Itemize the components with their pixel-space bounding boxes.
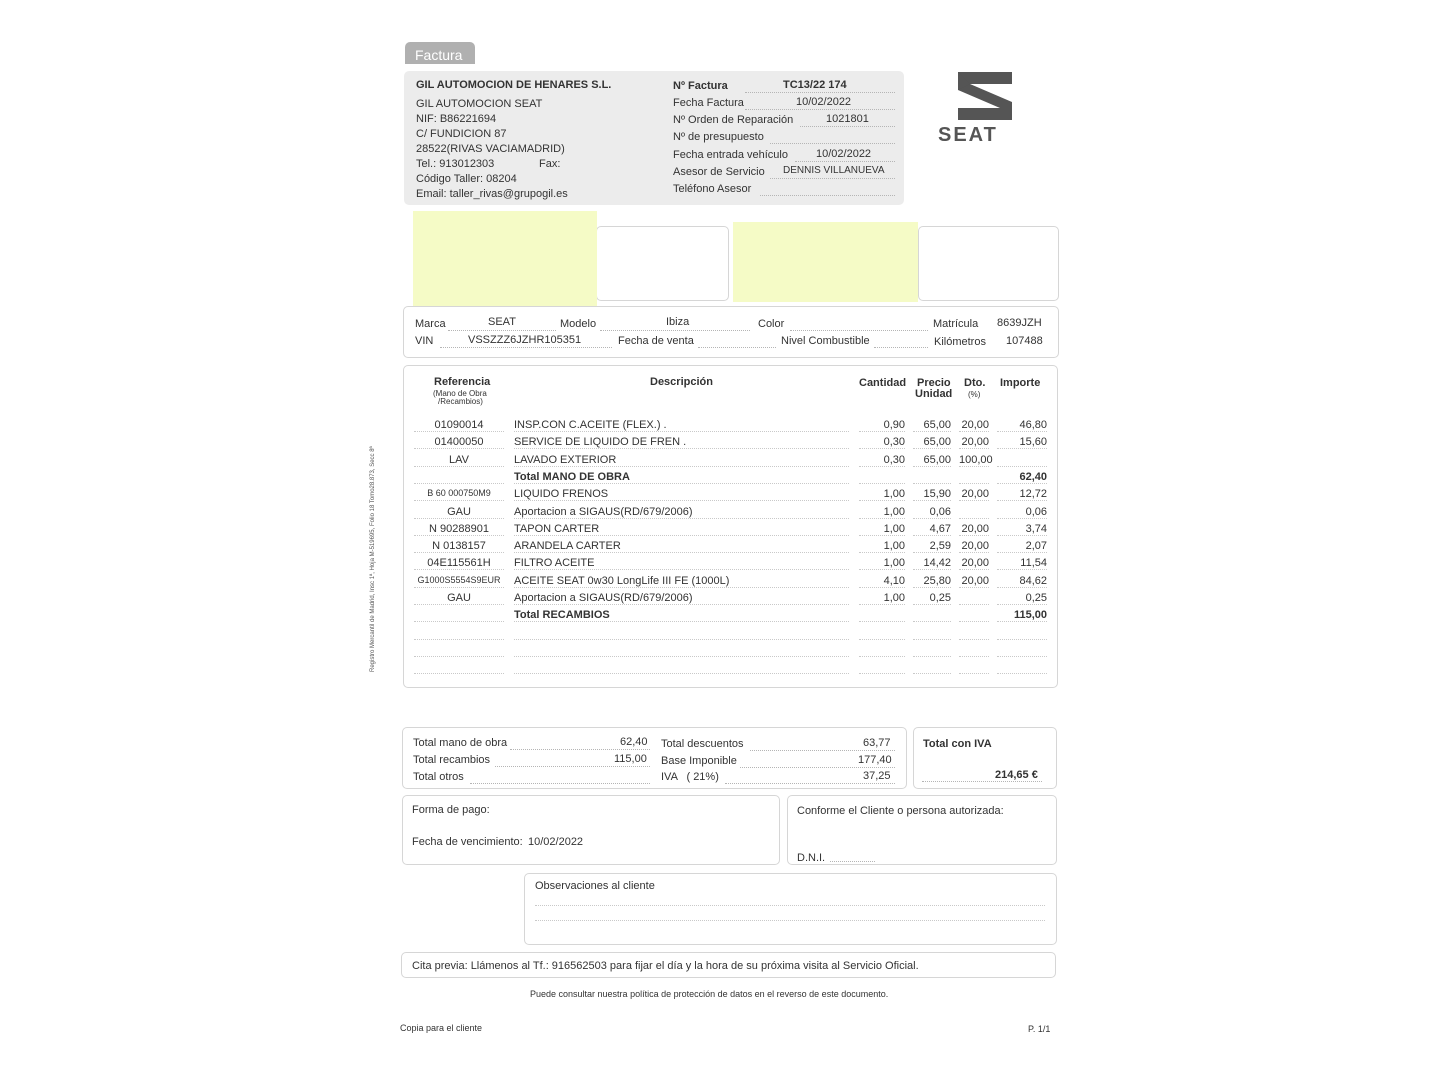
table-cell-price: 2,59 — [929, 540, 951, 553]
repair-order-value: 1021801 — [826, 113, 869, 125]
company-name: GIL AUTOMOCION DE HENARES S.L. — [416, 79, 612, 91]
table-cell-dto: 20,00 — [961, 557, 989, 570]
table-cell-desc: Total MANO DE OBRA — [514, 470, 630, 483]
invoice-date-label: Fecha Factura — [673, 97, 744, 109]
company-taller: Código Taller: 08204 — [416, 173, 517, 185]
table-cell-imp: 0,25 — [1025, 592, 1047, 604]
table-cell-desc: ACEITE SEAT 0w30 LongLife III FE (1000L) — [514, 574, 730, 587]
dni-label: D.N.I. — [797, 852, 826, 864]
table-cell-imp: 62,40 — [1019, 470, 1047, 483]
vat-label: IVA ( 21%) — [661, 771, 719, 783]
col-header-ref: Referencia — [434, 376, 491, 388]
table-cell-qty: 1,00 — [883, 557, 905, 570]
table-cell-imp: 115,00 — [1013, 609, 1047, 622]
table-cell-ref: GAU — [447, 505, 471, 518]
table-cell-qty: 1,00 — [883, 522, 905, 535]
col-header-ref-sub: (Mano de Obra — [433, 389, 487, 398]
customer-box-right — [918, 226, 1059, 301]
total-labour-value: 62,40 — [620, 736, 648, 748]
table-cell-ref: N 0138157 — [432, 540, 486, 553]
table-cell-desc: LIQUIDO FRENOS — [514, 488, 609, 501]
col-header-dto-sub: (%) — [968, 390, 981, 399]
table-cell-qty: 1,00 — [883, 488, 905, 501]
table-cell-price: 65,00 — [923, 453, 951, 466]
vehicle-box — [403, 306, 1059, 358]
table-cell-dto: 20,00 — [961, 540, 989, 553]
table-cell-qty: 1,00 — [883, 505, 905, 518]
brand-wordmark: SEAT — [938, 124, 998, 146]
fuel-label: Nivel Combustible — [781, 335, 870, 347]
table-row — [404, 521, 1057, 538]
col-header-dto: Dto. — [964, 377, 986, 389]
table-cell-ref: G1000S5554S9EUR — [417, 574, 501, 585]
brand-value: SEAT — [488, 316, 516, 328]
table-cell-desc: INSP.CON C.ACEITE (FLEX.) . — [514, 419, 667, 431]
appointment-text: Cita previa: Llámenos al Tf.: 916562503 para fijar el día y la hora de su próxima visita al Servicio Oficial. — [412, 960, 919, 972]
table-body — [404, 417, 1057, 677]
invoice-num-value: TC13/22 174 — [783, 79, 847, 91]
table-row — [404, 555, 1057, 572]
table-cell-desc: ARANDELA CARTER — [514, 540, 621, 553]
col-header-desc: Descripción — [650, 376, 713, 388]
table-cell-qty: 0,30 — [883, 453, 905, 466]
total-parts-label: Total recambios — [413, 754, 491, 766]
table-cell-price: 15,90 — [923, 488, 951, 501]
table-row — [404, 625, 1057, 642]
table-cell-qty: 1,00 — [883, 540, 905, 553]
table-cell-ref: 04E115561H — [427, 557, 491, 570]
table-cell-imp: 46,80 — [1019, 419, 1047, 431]
table-cell-ref: 01090014 — [434, 419, 484, 431]
table-row — [404, 417, 1057, 434]
km-value: 107488 — [1006, 335, 1043, 347]
table-cell-desc: TAPON CARTER — [514, 522, 600, 535]
col-header-ref-sub: /Recambios) — [438, 397, 483, 406]
table-cell-dto: 20,00 — [961, 436, 989, 449]
invoice-date-value: 10/02/2022 — [796, 96, 852, 108]
table-cell-imp: 15,60 — [1019, 436, 1047, 449]
table-cell-price: 65,00 — [923, 436, 951, 449]
table-cell-desc: Total RECAMBIOS — [514, 609, 610, 622]
table-row — [404, 504, 1057, 521]
company-fax: Fax: — [539, 158, 561, 170]
redacted-block — [733, 222, 918, 302]
table-cell-ref: B 60 000750M9 — [427, 488, 491, 499]
table-cell-imp: 0,06 — [1025, 505, 1047, 518]
budget-label: Nº de presupuesto — [673, 131, 764, 143]
page-number: P. 1/1 — [1028, 1024, 1051, 1034]
table-cell-dto: 20,00 — [961, 488, 989, 501]
seat-logo-icon — [956, 72, 1014, 122]
table-row — [404, 434, 1057, 451]
table-cell-dto: 20,00 — [961, 522, 989, 535]
grand-total-label: Total con IVA — [923, 738, 992, 750]
advisor-label: Asesor de Servicio — [673, 166, 765, 178]
table-cell-price: 4,67 — [929, 522, 951, 535]
table-cell-desc: FILTRO ACEITE — [514, 557, 595, 570]
taxable-base-value: 177,40 — [858, 754, 892, 766]
table-cell-price: 14,42 — [923, 557, 951, 570]
col-header-price: Unidad — [915, 388, 953, 400]
model-value: Ibiza — [666, 316, 690, 328]
table-row — [404, 659, 1057, 676]
payment-method-label: Forma de pago: — [412, 804, 490, 816]
table-row — [404, 573, 1057, 590]
redacted-block — [413, 211, 597, 307]
due-date-label: Fecha de vencimiento: — [412, 836, 523, 848]
repair-order-label: Nº Orden de Reparación — [673, 114, 794, 126]
table-cell-desc: Aportacion a SIGAUS(RD/679/2006) — [514, 592, 693, 604]
table-cell-qty: 0,30 — [883, 436, 905, 449]
advisor-phone-label: Teléfono Asesor — [673, 183, 752, 195]
entry-date-value: 10/02/2022 — [816, 148, 872, 160]
total-labour-label: Total mano de obra — [413, 737, 508, 749]
registry-note: Registro Mercantil de Madrid, Insc 1ª, Hoja M-519695, Folio 18 Tomo28.873, Secc 8ª — [370, 446, 376, 672]
privacy-note: Puede consultar nuestra política de protección de datos en el reverso de este documento. — [530, 989, 889, 999]
col-header-price: Precio — [917, 377, 951, 389]
table-cell-price: 0,06 — [929, 505, 951, 518]
table-cell-ref: 01400050 — [434, 436, 484, 449]
table-cell-desc: LAVADO EXTERIOR — [514, 453, 617, 466]
total-other-label: Total otros — [413, 771, 464, 783]
table-row — [404, 590, 1057, 607]
table-cell-dto: 20,00 — [961, 574, 989, 587]
table-row — [404, 452, 1057, 469]
table-row — [404, 642, 1057, 659]
sale-date-label: Fecha de venta — [618, 335, 694, 347]
entry-date-label: Fecha entrada vehículo — [673, 149, 788, 161]
customer-box-left — [596, 226, 729, 301]
model-label: Modelo — [560, 318, 597, 330]
table-row — [404, 486, 1057, 503]
plate-value: 8639JZH — [997, 317, 1042, 329]
table-cell-qty: 1,00 — [883, 592, 905, 604]
vin-label: VIN — [415, 335, 434, 347]
table-cell-imp: 11,54 — [1020, 557, 1047, 570]
vat-value: 37,25 — [863, 770, 891, 782]
table-cell-imp: 12,72 — [1019, 488, 1047, 501]
grand-total-value: 214,65 € — [995, 769, 1038, 781]
table-cell-price: 0,25 — [929, 592, 951, 604]
company-email: Email: taller_rivas@grupogil.es — [416, 188, 568, 200]
table-cell-price: 25,80 — [923, 574, 951, 587]
plate-label: Matrícula — [933, 318, 979, 330]
table-cell-dto: 20,00 — [961, 419, 989, 431]
company-city: 28522(RIVAS VACIAMADRID) — [416, 143, 565, 155]
brand-label: Marca — [415, 318, 446, 330]
table-cell-imp: 2,07 — [1025, 540, 1047, 553]
vin-value: VSSZZZ6JZHR105351 — [468, 334, 582, 346]
observations-label: Observaciones al cliente — [535, 880, 655, 892]
total-discounts-label: Total descuentos — [661, 738, 744, 750]
table-cell-ref: N 90288901 — [429, 522, 489, 535]
color-label: Color — [758, 318, 785, 330]
table-cell-ref: GAU — [447, 592, 471, 604]
copy-note: Copia para el cliente — [400, 1023, 483, 1033]
advisor-value: DENNIS VILLANUEVA — [783, 165, 885, 176]
total-parts-value: 115,00 — [614, 753, 647, 765]
table-cell-qty: 0,90 — [883, 419, 905, 431]
document-tab: Factura — [405, 42, 475, 64]
taxable-base-label: Base Imponible — [661, 755, 737, 767]
customer-consent-label: Conforme el Cliente o persona autorizada: — [797, 805, 1004, 817]
table-cell-price: 65,00 — [923, 419, 951, 431]
table-cell-qty: 4,10 — [883, 574, 905, 587]
company-line1: GIL AUTOMOCION SEAT — [416, 98, 543, 110]
table-cell-dto: 100,00 — [959, 453, 993, 466]
km-label: Kilómetros — [934, 336, 986, 348]
company-nif: NIF: B86221694 — [416, 113, 497, 125]
items-table — [403, 365, 1058, 688]
table-cell-desc: Aportacion a SIGAUS(RD/679/2006) — [514, 505, 693, 518]
invoice-num-label: Nº Factura — [673, 80, 728, 92]
due-date-value: 10/02/2022 — [528, 836, 584, 848]
total-discounts-value: 63,77 — [863, 737, 891, 749]
table-cell-desc: SERVICE DE LIQUIDO DE FREN . — [514, 436, 687, 449]
table-cell-imp: 84,62 — [1019, 574, 1047, 587]
company-address: C/ FUNDICION 87 — [416, 128, 507, 140]
col-header-qty: Cantidad — [859, 377, 907, 389]
table-row — [404, 469, 1057, 486]
table-row — [404, 607, 1057, 624]
col-header-importe: Importe — [1000, 377, 1041, 389]
table-row — [404, 538, 1057, 555]
table-cell-ref: LAV — [449, 453, 469, 466]
company-tel: Tel.: 913012303 — [416, 158, 495, 170]
table-cell-imp: 3,74 — [1025, 522, 1047, 535]
